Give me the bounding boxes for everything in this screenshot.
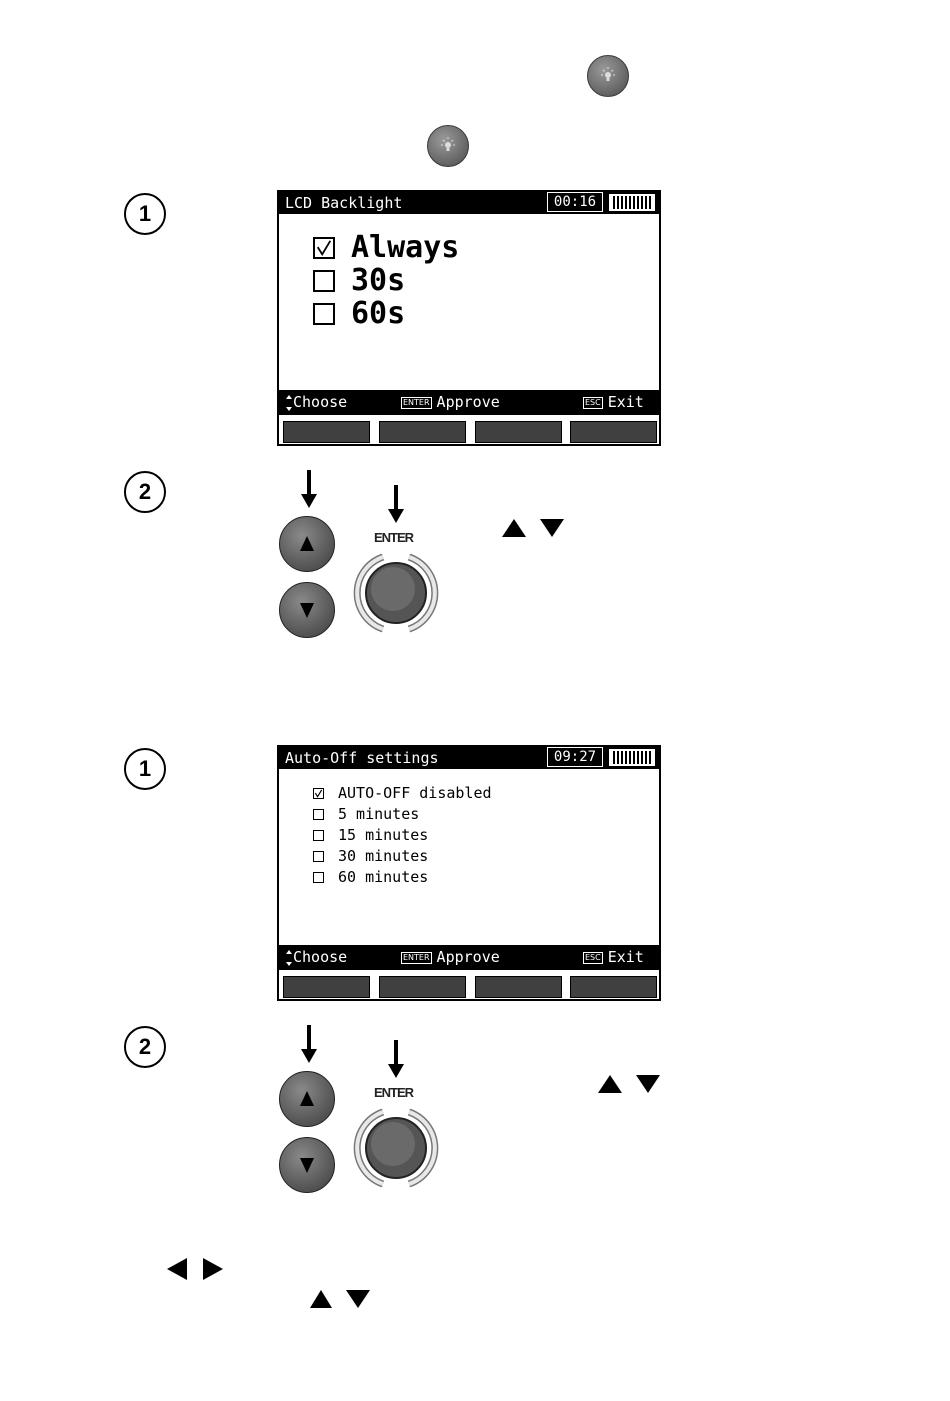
checkbox-checked[interactable]: [313, 237, 335, 259]
option-30-minutes[interactable]: [313, 847, 428, 865]
softkey-3[interactable]: [475, 421, 562, 443]
checkbox-unchecked[interactable]: [313, 809, 324, 820]
option-label: 60 minutes: [338, 868, 429, 886]
exit-label: Exit: [607, 948, 644, 966]
exit-label: Exit: [607, 393, 644, 411]
esc-tag: ESC: [585, 397, 601, 407]
choose-hint: [285, 948, 347, 967]
softkey-4[interactable]: [570, 976, 657, 998]
screen-footer: [279, 945, 659, 970]
option-60-minutes[interactable]: [313, 868, 428, 886]
enter-tag: ENTER: [403, 397, 430, 407]
press-arrow-icon: [299, 470, 319, 510]
left-right-arrows-icon: [165, 1256, 227, 1282]
option-always[interactable]: [313, 230, 459, 265]
step-number-2: [124, 1026, 166, 1068]
enter-button-label: ENTER: [374, 530, 414, 545]
clock: 09:27: [547, 747, 603, 767]
down-button[interactable]: [279, 582, 335, 638]
option-30s[interactable]: [313, 263, 405, 298]
approve-label: Approve: [436, 393, 500, 411]
approve-hint: [401, 948, 500, 966]
screen-title: LCD Backlight: [285, 194, 403, 212]
checkbox-unchecked[interactable]: [313, 270, 335, 292]
choose-hint: [285, 393, 347, 412]
press-arrow-icon: [386, 1040, 406, 1080]
updown-icon: [285, 949, 293, 967]
choose-label: Choose: [293, 393, 348, 411]
option-auto-off-disabled[interactable]: [313, 784, 492, 802]
bulb-icon: [428, 126, 468, 166]
option-label: 30 minutes: [338, 847, 429, 865]
step-label: 2: [138, 1034, 152, 1059]
option-label: AUTO-OFF disabled: [338, 784, 492, 802]
down-button[interactable]: [279, 1137, 335, 1193]
option-label: 30s: [351, 263, 406, 298]
step-number-2: [124, 471, 166, 513]
check-icon: [314, 789, 323, 798]
softkey-2[interactable]: [379, 421, 466, 443]
approve-hint: [401, 393, 500, 411]
updown-icon: [285, 394, 293, 412]
press-arrow-icon: [386, 485, 406, 525]
screen-title: Auto-Off settings: [285, 749, 439, 767]
up-down-arrows-icon: [308, 1288, 374, 1310]
softkey-1[interactable]: [283, 976, 370, 998]
down-arrow-icon: [297, 1155, 317, 1175]
step-label: 1: [138, 756, 152, 781]
softkey-2[interactable]: [379, 976, 466, 998]
approve-label: Approve: [436, 948, 500, 966]
bulb-icon: [588, 56, 628, 96]
lcd-backlight-screen: [277, 190, 661, 446]
softkey-1[interactable]: [283, 421, 370, 443]
checkbox-unchecked[interactable]: [313, 872, 324, 883]
backlight-button-icon[interactable]: [427, 125, 469, 167]
option-15-minutes[interactable]: [313, 826, 428, 844]
option-label: 60s: [351, 296, 406, 331]
up-button[interactable]: [279, 516, 335, 572]
battery-icon: [609, 194, 655, 211]
up-button[interactable]: [279, 1071, 335, 1127]
option-60s[interactable]: [313, 296, 405, 331]
enter-button[interactable]: [353, 552, 439, 634]
option-label: Always: [351, 230, 460, 265]
choose-label: Choose: [293, 948, 348, 966]
up-arrow-icon: [297, 534, 317, 554]
enter-button-label: ENTER: [374, 1085, 414, 1100]
enter-button[interactable]: [353, 1107, 439, 1189]
exit-hint: [583, 948, 644, 966]
checkbox-unchecked[interactable]: [313, 830, 324, 841]
check-icon: [315, 239, 333, 257]
exit-hint: [583, 393, 644, 411]
option-label: 5 minutes: [338, 805, 420, 823]
backlight-button-icon[interactable]: [587, 55, 629, 97]
down-arrow-icon: [297, 600, 317, 620]
checkbox-unchecked[interactable]: [313, 851, 324, 862]
step-number-1: [124, 193, 166, 235]
press-arrow-icon: [299, 1025, 319, 1065]
softkey-4[interactable]: [570, 421, 657, 443]
clock: 00:16: [547, 192, 603, 212]
screen-title-bar: [279, 192, 659, 214]
up-down-arrows-icon: [596, 1073, 666, 1095]
step-number-1: [124, 748, 166, 790]
step-label: 1: [138, 201, 152, 226]
enter-tag: ENTER: [403, 952, 430, 962]
battery-icon: [609, 749, 655, 766]
checkbox-checked[interactable]: [313, 788, 324, 799]
option-5-minutes[interactable]: [313, 805, 419, 823]
step-label: 2: [138, 479, 152, 504]
screen-title-bar: [279, 747, 659, 769]
screen-footer: [279, 390, 659, 415]
checkbox-unchecked[interactable]: [313, 303, 335, 325]
esc-tag: ESC: [585, 952, 601, 962]
up-arrow-icon: [297, 1089, 317, 1109]
auto-off-screen: [277, 745, 661, 1001]
softkey-3[interactable]: [475, 976, 562, 998]
up-down-arrows-icon: [500, 517, 570, 539]
option-label: 15 minutes: [338, 826, 429, 844]
